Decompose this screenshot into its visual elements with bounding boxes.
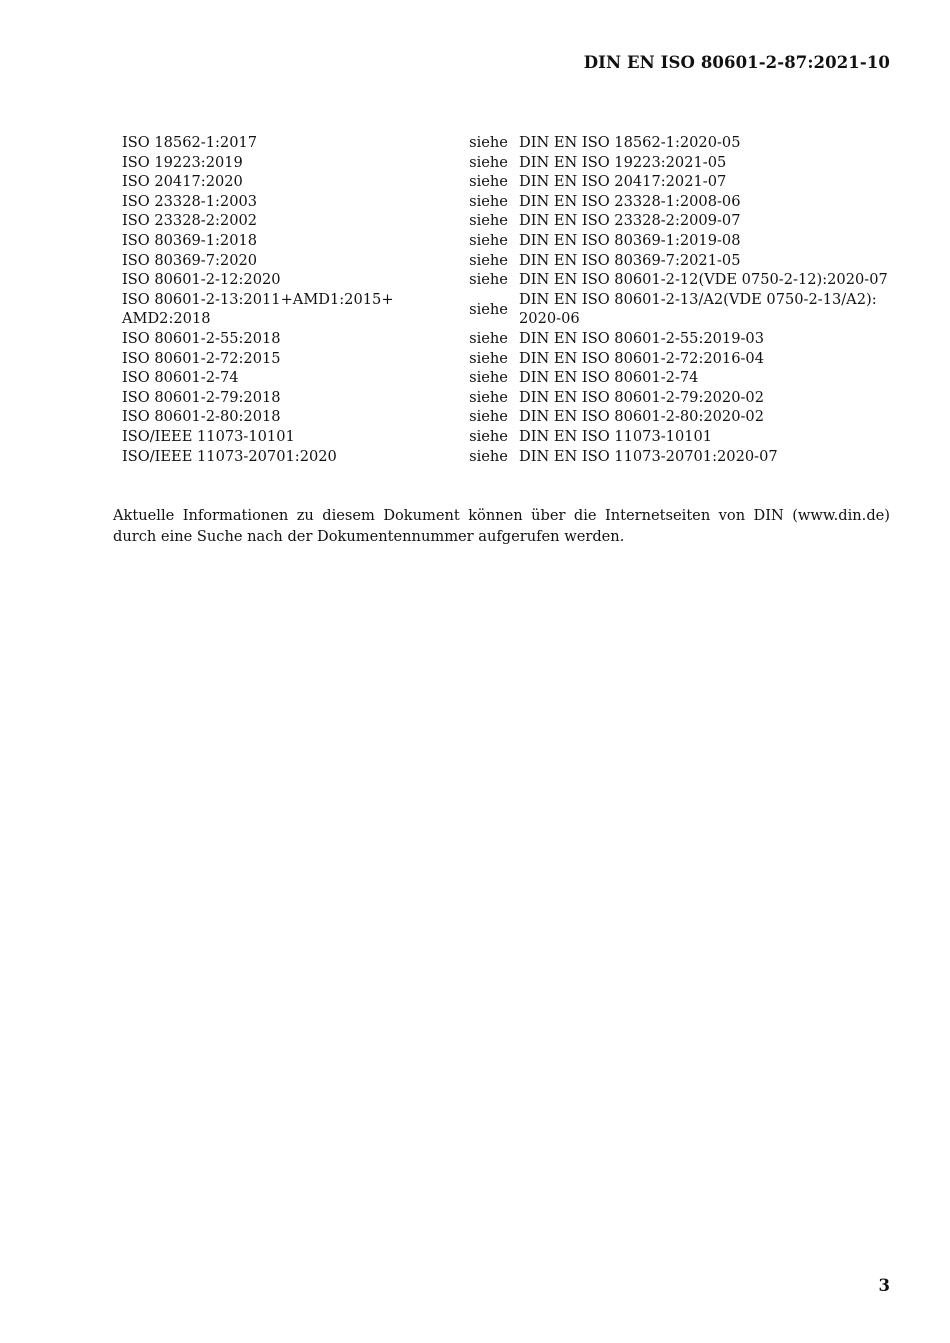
see-label: siehe [469,173,508,191]
iso-standard: ISO 20417:2020 [122,173,243,191]
din-standard: DIN EN ISO 80601-2-80:2020-02 [519,408,765,426]
iso-standard: ISO 80369-1:2018 [122,231,258,249]
see-label: siehe [469,153,508,171]
iso-standard: ISO 80601-2-79:2018 [122,388,281,406]
din-standard: DIN EN ISO 80601-2-74 [519,369,699,387]
din-standard: DIN EN ISO 23328-1:2008-06 [519,192,741,210]
see-label: siehe [469,349,508,367]
din-standard: DIN EN ISO 11073-20701:2020-07 [519,447,778,465]
iso-standard: ISO 80601-2-55:2018 [122,329,281,347]
document-id-header: DIN EN ISO 80601-2-87:2021-10 [583,53,890,72]
din-standard: DIN EN ISO 18562-1:2020-05 [519,134,741,151]
reference-row [120,192,890,212]
din-standard: DIN EN ISO 80369-1:2019-08 [519,231,741,249]
iso-standard: ISO 80601-2-74 [122,369,239,387]
reference-row [120,447,890,467]
din-standard: DIN EN ISO 80601-2-79:2020-02 [519,388,765,406]
din-standard: DIN EN ISO 19223:2021-05 [519,153,727,171]
din-standard: DIN EN ISO 80601-2-55:2019-03 [519,329,765,347]
see-label: siehe [469,300,508,318]
iso-standard: ISO/IEEE 11073-10101 [122,427,295,445]
see-label: siehe [469,427,508,445]
see-label: siehe [469,388,508,406]
reference-row [120,349,890,369]
reference-row [120,368,890,388]
reference-row [120,407,890,427]
see-label: siehe [469,447,508,465]
see-label: siehe [469,231,508,249]
iso-standard: ISO 80601-2-72:2015 [122,349,281,367]
reference-row [120,231,890,251]
reference-row [120,329,890,349]
see-label: siehe [469,134,508,151]
reference-row [120,270,890,290]
see-label: siehe [469,212,508,230]
iso-standard: ISO 23328-1:2003 [122,192,258,210]
iso-standard: ISO 23328-2:2002 [122,212,258,230]
iso-standard: ISO 80601-2-80:2018 [122,408,281,426]
see-label: siehe [469,251,508,269]
reference-row [120,133,890,153]
din-standard: DIN EN ISO 80601-2-72:2016-04 [519,349,765,367]
see-label: siehe [469,192,508,210]
din-standard: DIN EN ISO 11073-10101 [519,427,713,445]
reference-table [120,133,890,466]
iso-standard: ISO 18562-1:2017 [122,134,258,151]
din-standard: DIN EN ISO 23328-2:2009-07 [519,212,741,230]
see-label: siehe [469,369,508,387]
iso-standard: ISO 19223:2019 [122,153,243,171]
iso-standard: ISO/IEEE 11073-20701:2020 [122,447,337,465]
see-label: siehe [469,408,508,426]
din-standard: DIN EN ISO 80601-2-12(VDE 0750-2-12):2020-07 [519,271,888,289]
iso-standard: ISO 80369-7:2020 [122,251,258,269]
info-paragraph: Aktuelle Informationen zu diesem Dokument können über die Internetseiten von DIN (www.din.de) durch eine Suche nach der Dokumentennummer aufgerufen werden. [113,507,890,545]
reference-row [120,388,890,408]
iso-standard: ISO 80601-2-13:2011+AMD1:2015+ AMD2:2018 [122,290,394,328]
iso-standard: ISO 80601-2-12:2020 [122,271,281,289]
see-label: siehe [469,329,508,347]
reference-row [120,290,890,329]
din-standard: DIN EN ISO 80601-2-13/A2(VDE 0750-2-13/A2): 2020-06 [519,290,877,328]
see-label: siehe [469,271,508,289]
reference-row [120,427,890,447]
din-standard: DIN EN ISO 20417:2021-07 [519,173,727,191]
reference-row [120,172,890,192]
reference-row [120,211,890,231]
reference-row [120,153,890,173]
din-standard: DIN EN ISO 80369-7:2021-05 [519,251,741,269]
reference-row [120,251,890,271]
page-number: 3 [878,1276,890,1295]
